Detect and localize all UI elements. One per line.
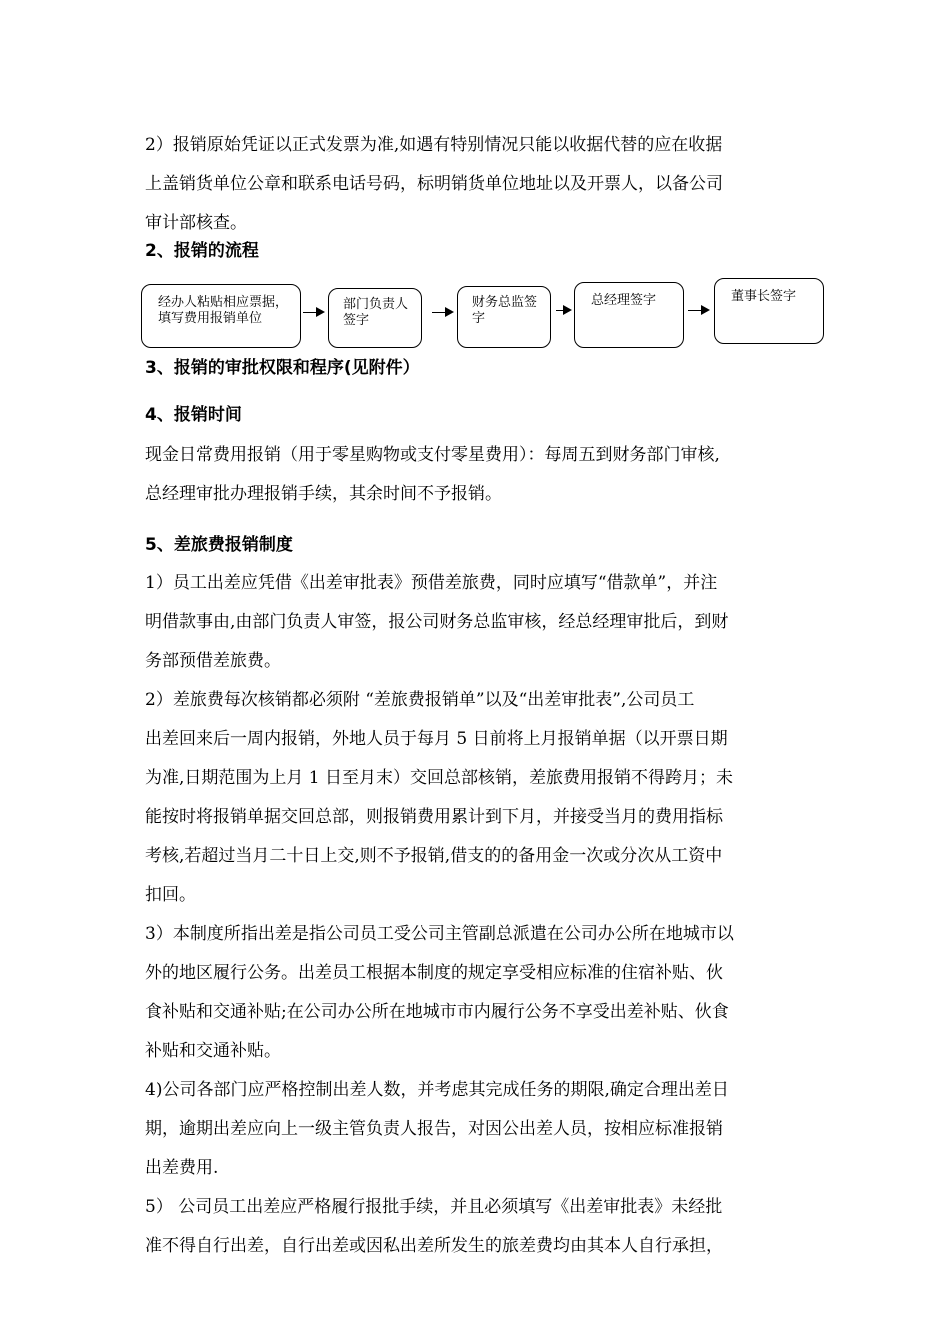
- text-line: 考核,若超过当月二十日上交,则不予报销,借支的的备用金一次或分次从工资中: [145, 846, 723, 866]
- text-line: 审计部核查。: [145, 213, 247, 233]
- travel-paragraphs: [145, 564, 810, 1266]
- flow-step-label: 部门负责人签字: [343, 297, 409, 328]
- text-line: 准不得自行出差，自行出差或因私出差所发生的旅差费均由其本人自行承担，: [145, 1236, 723, 1256]
- time-paragraph: [145, 436, 810, 514]
- section-heading-approval: 3、报销的审批权限和程序(见附件）: [145, 358, 420, 378]
- flow-step-handler: [141, 284, 301, 348]
- intro-paragraph: [145, 126, 810, 243]
- flow-step-label: 总经理签字: [591, 293, 657, 308]
- text-line: 1）员工出差应凭借《出差审批表》预借差旅费，同时应填写“借款单”，并注: [145, 573, 718, 593]
- text-line: 2）差旅费每次核销都必须附 “差旅费报销单”以及“出差审批表”,公司员工: [145, 690, 695, 710]
- flow-step-label: 财务总监签字: [472, 295, 538, 326]
- flow-step-label: 经办人粘贴相应票据，填写费用报销单位: [158, 295, 289, 326]
- section-heading-travel: 5、差旅费报销制度: [145, 535, 293, 555]
- text-line: 出差回来后一周内报销，外地人员于每月 5 日前将上月报销单据（以开票日期: [145, 729, 728, 749]
- text-line: 扣回。: [145, 885, 196, 905]
- text-line: 食补贴和交通补贴;在公司办公所在地城市市内履行公务不享受出差补贴、伙食: [145, 1002, 729, 1022]
- text-line: 3）本制度所指出差是指公司员工受公司主管副总派遣在公司办公所在地城市以: [145, 924, 734, 944]
- text-line: 外的地区履行公务。出差员工根据本制度的规定享受相应标准的住宿补贴、伙: [145, 963, 723, 983]
- text-line: 2）报销原始凭证以正式发票为准,如遇有特别情况只能以收据代替的应在收据: [145, 135, 723, 155]
- text-line: 4)公司各部门应严格控制出差人数，并考虑其完成任务的期限,确定合理出差日: [145, 1080, 729, 1100]
- text-line: 期，逾期出差应向上一级主管负责人报告，对因公出差人员，按相应标准报销: [145, 1119, 723, 1139]
- text-line: 出差费用.: [145, 1158, 219, 1178]
- flow-step-finance: [457, 286, 551, 348]
- flow-arrow-icon: [432, 312, 452, 313]
- section-heading-flow: 2、报销的流程: [145, 241, 259, 261]
- text-line: 明借款事由,由部门负责人审签，报公司财务总监审核，经总经理审批后，到财: [145, 612, 729, 632]
- text-line: 能按时将报销单据交回总部，则报销费用累计到下月，并接受当月的费用指标: [145, 807, 723, 827]
- text-line: 5） 公司员工出差应严格履行报批手续，并且必须填写《出差审批表》未经批: [145, 1197, 723, 1217]
- flow-arrow-icon: [556, 310, 570, 311]
- flow-step-label: 董事长签字: [731, 289, 797, 304]
- text-line: 为准,日期范围为上月 1 日至月末）交回总部核销，差旅费用报销不得跨月；未: [145, 768, 734, 788]
- text-line: 总经理审批办理报销手续，其余时间不予报销。: [145, 484, 502, 504]
- flow-step-manager: [574, 282, 684, 348]
- section-heading-time: 4、报销时间: [145, 405, 242, 425]
- text-line: 现金日常费用报销（用于零星购物或支付零星费用）：每周五到财务部门审核,: [145, 445, 720, 465]
- flow-arrow-icon: [303, 312, 323, 313]
- flow-step-department: [328, 288, 422, 348]
- flow-step-chairman: [714, 278, 824, 344]
- text-line: 务部预借差旅费。: [145, 651, 281, 671]
- text-line: 上盖销货单位公章和联系电话号码，标明销货单位地址以及开票人，以备公司: [145, 174, 723, 194]
- flow-arrow-icon: [688, 310, 708, 311]
- text-line: 补贴和交通补贴。: [145, 1041, 281, 1061]
